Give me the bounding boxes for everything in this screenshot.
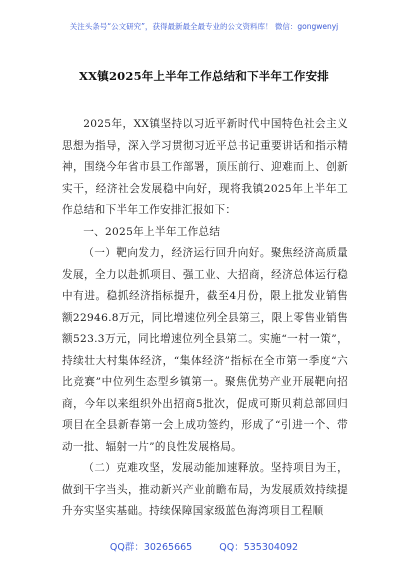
document-title: XX镇2025年上半年工作总结和下半年工作安排 xyxy=(79,69,329,83)
intro-paragraph: 2025年，XX镇坚持以习近平新时代中国特色社会主义思想为指导，深入学习贯彻习近平总书记重要讲话和指示精神，围绕今年省市县工作部署，顶压前行、迎难而上、创新实干，经济社会发展稳中向好，现将我镇2025年上半年工作总结和下半年工作安排汇报如下： xyxy=(62,118,348,216)
qq-contact-text: QQ：535304092 xyxy=(219,542,299,553)
footer-contact xyxy=(0,539,408,553)
section-heading: 一、2025年上半年工作总结 xyxy=(83,225,221,238)
qq-group-text: QQ群：30265665 xyxy=(109,542,193,553)
body-paragraph: （二）克难攻坚，发展动能加速释放。坚持项目为王，做到干字当头，推动新兴产业前瞻布局，为发展质效持续提升夯实坚实基础。持续保障国家级蓝色海湾项目工程顺 xyxy=(62,462,348,517)
document-body xyxy=(62,114,348,523)
body-paragraph: （一）靶向发力，经济运行回升向好。聚焦经济高质量发展，全力以赴抓项目、强工业、大招商，经济总体运行稳中有进。稳抓经济指标提升，截至4月份，限上批发业销售额22946.8万元，同比增速位列全县第三，限上零售业销售额523.3万元，同比增速位列全县第二。实施“一村一策”，持续壮大村集体经济，“集体经济”指标在全市第一季度“六比竞赛”中位列生态型乡镇第一。聚焦优势产业开展靶向招商，今年以来组织外出招商5批次，促成可斯贝莉总部回归项目在全县新春第一会上成功签约，形成了“引进一个、带动一批、辐射一片”的良性发展格局。 xyxy=(62,247,348,453)
header-notice: 关注头条号“公文研究”，获得最新最全最专业的公文资料库！ 微信：gongwenyj xyxy=(69,22,339,31)
